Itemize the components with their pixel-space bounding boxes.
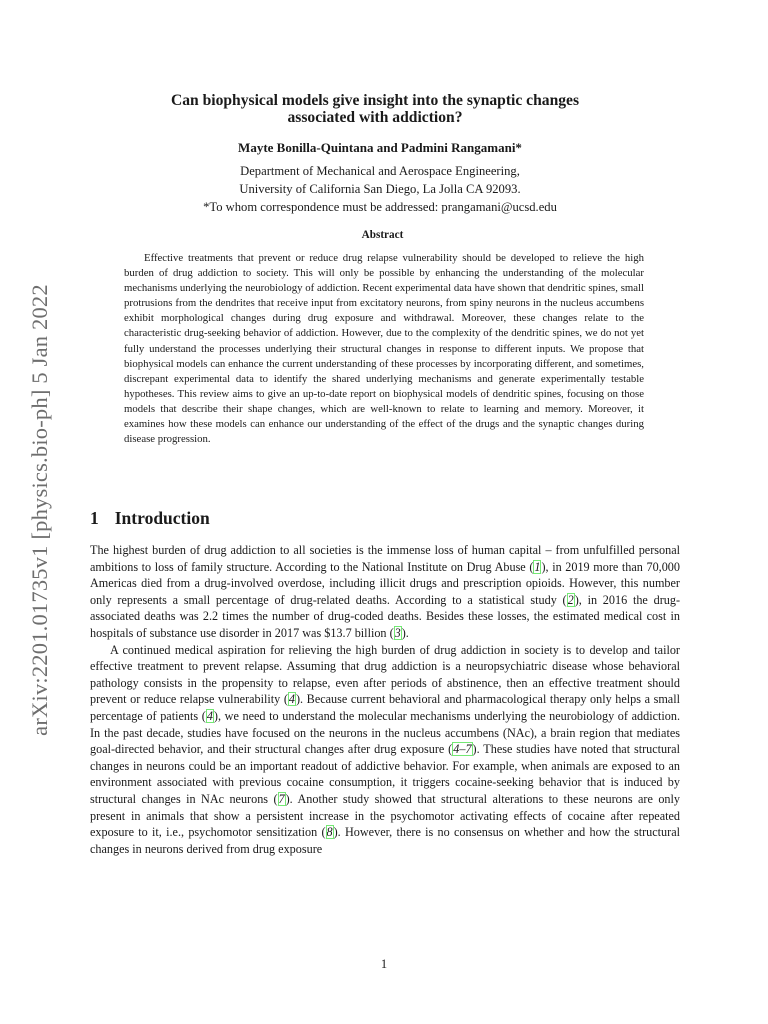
abstract-heading: Abstract bbox=[361, 229, 404, 241]
citation-link[interactable]: 1 bbox=[534, 559, 541, 574]
paragraph-text: ). Another study showed that structural alterations to these neurons are only present in animals that show a persistent increase in the psychomotor activating effects of cocaine after repeated exposure to it, i.e., psychomotor sensitization ( bbox=[90, 791, 680, 840]
affiliation-department: Department of Mechanical and Aerospace Engineering, bbox=[240, 164, 520, 178]
citation-link[interactable]: 4–7 bbox=[453, 742, 472, 757]
section-number: 1 bbox=[90, 508, 99, 528]
citation-link[interactable]: 2 bbox=[567, 592, 574, 607]
paragraph-text: ). Because current behavioral and pharmacological therapy only helps a small percentage of patients ( bbox=[90, 692, 680, 723]
paper-title-line-1: Can biophysical models give insight into the synaptic changes bbox=[170, 92, 580, 109]
introduction-body bbox=[90, 542, 680, 857]
affiliation-university: University of California San Diego, La Jolla CA 92093. bbox=[239, 182, 521, 196]
citation-link[interactable]: 8 bbox=[326, 825, 333, 840]
citation-link[interactable]: 4 bbox=[206, 708, 213, 723]
arxiv-identifier-text: arXiv:2201.01735v1 [physics.bio-ph] 5 Jan 2022 bbox=[27, 284, 52, 736]
paragraph-text: ). bbox=[401, 625, 409, 640]
paper-authors: Mayte Bonilla-Quintana and Padmini Rangamani* bbox=[238, 140, 522, 155]
paragraph-text: ), in 2016 the drug-associated deaths was 2.2 times the number of drug-coded deaths. Besides these losses, the estimated medical cost in hospitals of substance use disorder in 2017 was $13.7 billion ( bbox=[90, 592, 680, 640]
introduction-paragraph-2 bbox=[90, 642, 680, 858]
citation-link[interactable]: 4 bbox=[288, 692, 295, 707]
correspondence-note: *To whom correspondence must be addressed: prangamani@ucsd.edu bbox=[203, 200, 557, 214]
paragraph-text: A continued medical aspiration for relieving the high burden of drug addiction in society is to develop and tailor effective treatment to prevent relapse. Assuming that drug addiction is a neuropsychiatric disease whose behavioral pathology consists in the propensity to relapse, even after periods of abstinence, then an effective treatment should prevent or reduce relapse vulnerability ( bbox=[90, 642, 680, 707]
paragraph-text: ). These studies have noted that structural changes in neurons could be an important readout of addictive behavior. For example, when animals are exposed to an environment associated with previous cocaine consumption, it triggers cocaine-seeking behavior that is induced by structural changes in NAc neurons ( bbox=[90, 742, 680, 806]
paper-title bbox=[95, 92, 655, 126]
paragraph-text: ), we need to understand the molecular mechanisms underlying the neurobiology of addiction. In the past decade, studies have focused on the neurons in the nucleus accumbens (NAc), a brain region that mediates goal-directed behavior, and their structural changes after drug exposure ( bbox=[90, 708, 680, 757]
section-heading-introduction bbox=[90, 508, 210, 529]
section-title: Introduction bbox=[114, 508, 210, 528]
paragraph-text: The highest burden of drug addiction to all societies is the immense loss of human capital – from unfulfilled personal ambitions to loss of family structure. According to the National Institute on Drug Abuse ( bbox=[90, 543, 680, 574]
introduction-paragraph-1 bbox=[90, 542, 680, 642]
paper-title-line-2: associated with addiction? bbox=[287, 109, 463, 126]
citation-link[interactable]: 7 bbox=[278, 791, 285, 806]
paragraph-text: ), in 2019 more than 70,000 Americas died from a drug-involved overdose, including illicit drugs and prescription opioids. However, this number only represents a small percentage of drug-related deaths. According to a statistical study ( bbox=[90, 559, 680, 607]
paragraph-text: ). However, there is no consensus on whether and how the structural changes in neurons derived from drug exposure bbox=[90, 825, 680, 856]
abstract-text: Effective treatments that prevent or reduce drug relapse vulnerability should be developed to relieve the high burden of drug addiction to society. This will only be possible by enhancing the understanding of the molecular mechanisms underlying the neurobiology of addiction. Recent experimental data have shown that dendritic spines, small protrusions from the dendrites that receive input from excitatory neurons, from spiny neurons in the nucleus accumbens exhibit morphological changes during drug exposure and withdrawal. Moreover, these changes relate to the characteristic drug-seeking behavior of addiction. However, due to the complexity of the dendritic spines, we do not yet fully understand the processes underlying their structural changes in response to different inputs. We propose that biophysical models can enhance the current understanding of these processes by incorporating different, and sometimes, discrepant experimental data to identify the shared underlying mechanisms and generate experimentally testable hypotheses. This review aims to give an up-to-date report on biophysical models of dendritic spines, focusing on those models that describe their shape changes, which are well-known to relate to learning and memory. Moreover, it examines how these models can enhance our understanding of the effect of the drugs and the synaptic changes during disease progression. bbox=[124, 252, 644, 446]
author-affiliations bbox=[95, 162, 665, 216]
page-number: 1 bbox=[380, 957, 388, 971]
citation-link[interactable]: 3 bbox=[394, 625, 401, 640]
